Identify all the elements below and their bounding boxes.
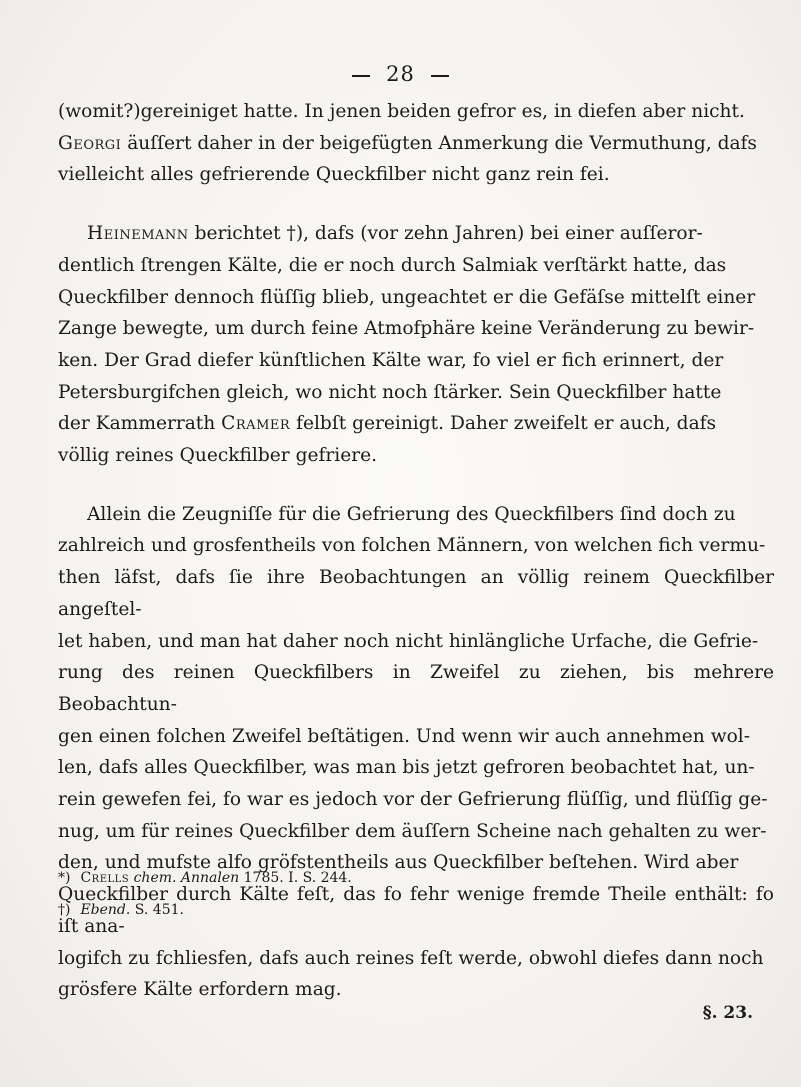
text-line: Queckfilber durch Kälte feſt, das fo fehr wenige fremde Theile enthält: fo iſt ana- (58, 884, 774, 937)
text-line: dentlich ſtrengen Kälte, die er noch durch Salmiak verſtärkt hatte, das (58, 254, 727, 276)
name-georgi: Georgi (58, 132, 122, 154)
text-line: völlig reines Queckfilber gefriere. (58, 445, 378, 467)
text-line: ken. Der Grad diefer künſtlichen Kälte war, fo viel er fich erinnert, der (58, 349, 724, 371)
header-dash-right (431, 75, 449, 77)
paragraph-1 (58, 96, 774, 191)
paragraph-2 (58, 218, 774, 472)
name-cramer: Cramer (221, 413, 291, 435)
text-line: berichtet †), dafs (vor zehn Jahren) bei einer auſſeror- (188, 223, 703, 245)
name-heinemann: Heinemann (87, 223, 189, 245)
text-line: rein gewefen fei, fo war es jedoch vor der Gefrierung flüſſig, und flüſſig ge- (58, 789, 768, 811)
text-line (58, 133, 757, 154)
text-line: rung des reinen Queckfilbers in Zweifel zu ziehen, bis mehrere Beobachtun- (58, 662, 774, 715)
text-line: Zange bewegte, um durch feine Atmofphäre keine Veränderung zu bewir- (58, 318, 755, 340)
line-rest: äuſſert daher in der beigefügten Anmerkung die Vermuthung, dafs (121, 132, 757, 154)
text-line: (womit?)gereiniget hatte. In jenen beiden gefror es, in diefen aber nicht. (58, 101, 745, 122)
page-header (0, 62, 801, 86)
text-line: Queckfilber dennoch flüſſig blieb, ungeachtet er die Gefäſse mittelſt einer (58, 286, 756, 308)
header-dash-left (352, 75, 370, 77)
text-line: let haben, und man hat daher noch nicht hinlängliche Urfache, die Gefrie- (58, 630, 759, 652)
footnote-author: Crells (80, 870, 130, 886)
footnote-title: Ebend. (80, 902, 131, 918)
footnote-title: chem. Annalen (133, 870, 240, 886)
footnote-ref: 1785. I. S. 244. (239, 870, 352, 886)
text-line: gen einen folchen Zweifel beſtätigen. Und wenn wir auch annehmen wol- (58, 725, 751, 747)
footnote-symbol: *) (58, 870, 71, 886)
text-line: der Kammerrath (58, 413, 222, 435)
text-line: Petersburgifchen gleich, wo nicht noch ſtärker. Sein Queckfilber hatte (58, 381, 722, 403)
text-line: vielleicht alles gefrierende Queckfilber nicht ganz rein fei. (58, 164, 610, 186)
catchword: §. 23. (702, 1003, 753, 1023)
text-line: grösfere Kälte erfordern mag. (58, 979, 342, 1001)
text-line: den, und mufste alfo gröfstentheils aus Queckfilber beſtehen. Wird aber (58, 852, 739, 874)
text-line: felbſt gereinigt. Daher zweifelt er auch, dafs (290, 413, 717, 435)
footnote-symbol: †) (58, 902, 71, 918)
text-line: nug, um für reines Queckfilber dem äuſſern Scheine nach gehalten zu wer- (58, 820, 767, 842)
text-line: logifch zu fchliesfen, dafs auch reines feſt werde, obwohl diefes dann noch (58, 947, 764, 969)
footnote-1 (58, 866, 774, 890)
text-line: Allein die Zeugniſſe für die Gefrierung des Queckfilbers ſind doch zu (87, 503, 736, 525)
footnotes (58, 866, 774, 930)
text-line: zahlreich und grosfentheils von folchen Männern, von welchen fich vermu- (58, 535, 766, 557)
text-line: then läfst, dafs ſie ihre Beobachtungen an völlig reinem Queckfilber angeſtel- (58, 567, 774, 620)
footnote-ref: S. 451. (130, 902, 184, 918)
text-line: len, dafs alles Queckfilber, was man bis jetzt gefroren beobachtet hat, un- (58, 757, 755, 779)
page-number: 28 (386, 62, 415, 86)
footnote-2 (58, 898, 774, 922)
